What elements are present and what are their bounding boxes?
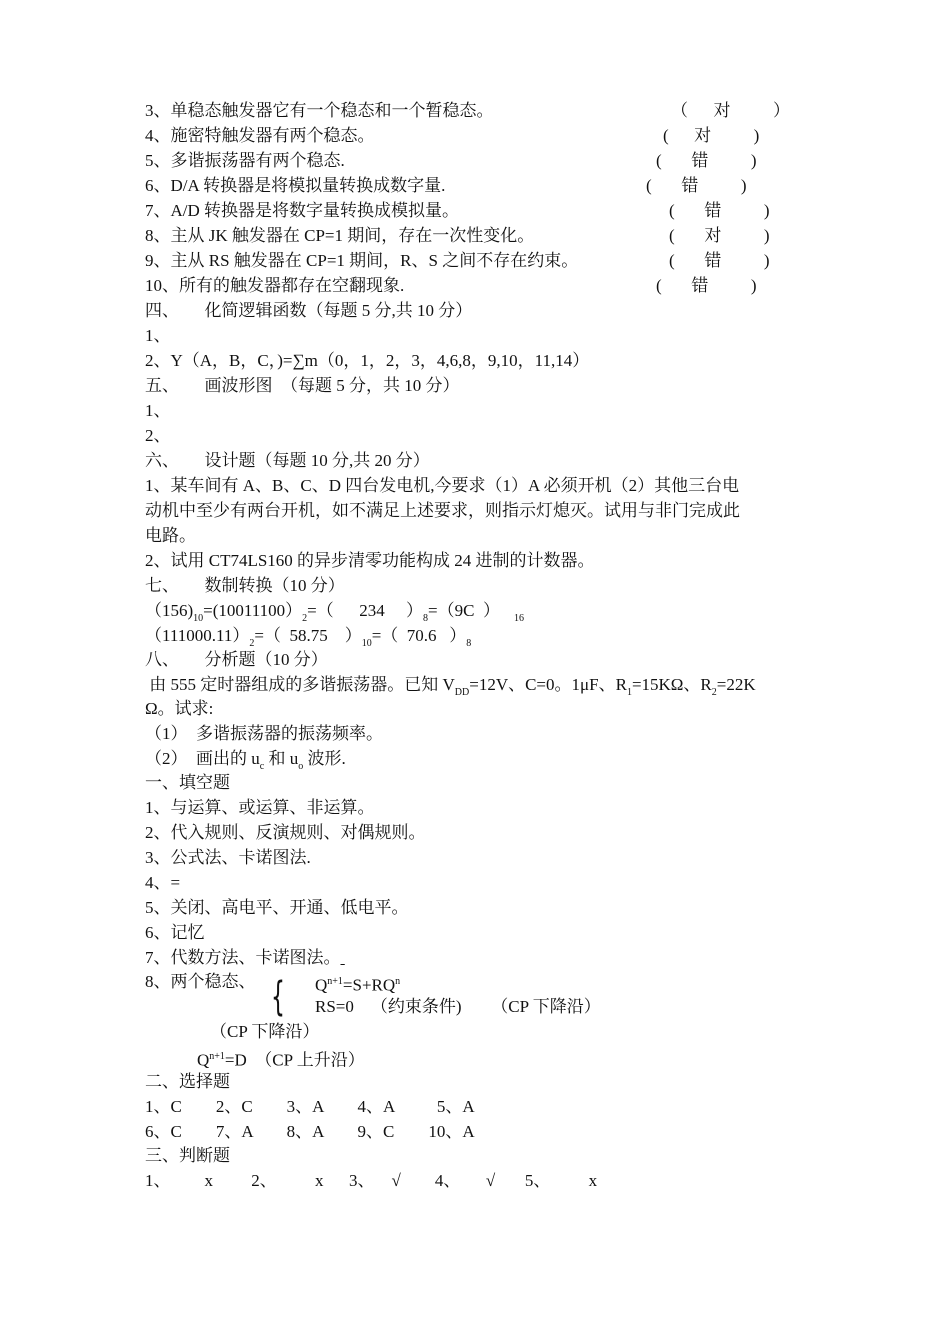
question: 1、 (145, 401, 171, 420)
question: 1、某车间有 A、B、C、D 四台发电机,今要求（1）A 必须开机（2）其他三台电 (145, 476, 740, 495)
question: 由 555 定时器组成的多谐振荡器。已知 $V_{DD}=12V$、C=0。1μF、$R_1=15K\Omega$、$R_2=22K$ (145, 675, 756, 698)
equation-note: （CP 下降沿） (210, 1022, 320, 1041)
answer-item: 5、关闭、高电平、开通、低电平。 (145, 898, 409, 917)
judge-item: 6、D/A 转换器是将模拟量转换成数字量. ( 错 ) (145, 176, 747, 195)
answer-item: 6、记忆 (145, 923, 205, 942)
question-continued: Ω。试求: (145, 699, 214, 718)
answer-item: 7、代数方法、卡诺图法。 (145, 948, 341, 967)
section-title: 六、 设计题（每题 10 分,共 20 分） (145, 451, 430, 470)
equation: $Q^{n+1}=D$ （CP 上升沿） (197, 1050, 365, 1070)
question: 2、Y（A，B，C，)=∑m（0，1，2，3，4,6,8，9,10，11,14） (145, 351, 590, 370)
sub-question: （2） 画出的 $u_c$ 和 $u_o$ 波形. (145, 749, 346, 772)
section-title: 三、判断题 (145, 1146, 230, 1165)
answer-item: 3、公式法、卡诺图法. (145, 848, 311, 867)
answer-row: 6、C 7、A 8、A 9、C 10、A (145, 1122, 475, 1141)
question-continued: 电路。 (145, 526, 196, 545)
answer-row: 1、C 2、C 3、A 4、A 5、A (145, 1097, 475, 1116)
section-title: 四、 化简逻辑函数（每题 5 分,共 10 分） (145, 301, 473, 320)
answer-item: 2、代入规则、反演规则、对偶规则。 (145, 823, 426, 842)
equation: RS=0 （约束条件) （CP 下降沿） (315, 997, 601, 1016)
judge-item: 4、施密特触发器有两个稳态。 ( 对 ) (145, 126, 760, 145)
question-continued: 动机中至少有两台开机，如不满足上述要求，则指示灯熄灭。试用与非门完成此 (145, 501, 740, 520)
equation: $Q^{n+1}=S+RQ^n$ (315, 975, 401, 995)
sub-question: （1） 多谐振荡器的振荡频率。 (145, 724, 383, 743)
answer-item: 8、两个稳态、 (145, 972, 256, 991)
judge-item: 5、多谐振荡器有两个稳态. ( 错 ) (145, 151, 757, 170)
judge-item: 8、主从 JK 触发器在 CP=1 期间，存在一次性变化。 ( 对 ) (145, 226, 770, 245)
answer-item: 1、与运算、或运算、非运算。 (145, 798, 375, 817)
section-title: 八、 分析题（10 分） (145, 650, 328, 669)
question: 1、 (145, 326, 171, 345)
judge-item: 10、所有的触发器都存在空翻现象. ( 错 ) (145, 276, 757, 295)
section-title: 一、填空题 (145, 773, 230, 792)
section-title: 五、 画波形图 （每题 5 分，共 10 分） (145, 376, 460, 395)
judge-item: 7、A/D 转换器是将数字量转换成模拟量。 ( 错 ) (145, 201, 770, 220)
answer-row: 1、 x 2、 x 3、 √ 4、 √ 5、 x (145, 1171, 598, 1190)
judge-item: 3、单稳态触发器它有一个稳态和一个暂稳态。 （ 对 ） (145, 101, 790, 120)
section-title: 七、 数制转换（10 分） (145, 576, 345, 595)
brace-symbol: { (271, 974, 285, 1020)
conversion-line: $(156)_{10}=(10011100)_2=$（ 234 ）$_8=(9C$ ） $_{16}$ (145, 601, 524, 624)
section-title: 二、选择题 (145, 1072, 230, 1091)
question: 2、 (145, 426, 171, 445)
conversion-line: $(111000.11)_2=$（ 58.75 ）$_{10}=$（ 70.6 ）$_8$ (145, 626, 472, 649)
answer-item: 4、= (145, 873, 181, 892)
judge-item: 9、主从 RS 触发器在 CP=1 期间，R、S 之间不存在约束。 ( 错 ) (145, 251, 770, 270)
question: 2、试用 CT74LS160 的异步清零功能构成 24 进制的计数器。 (145, 551, 595, 570)
